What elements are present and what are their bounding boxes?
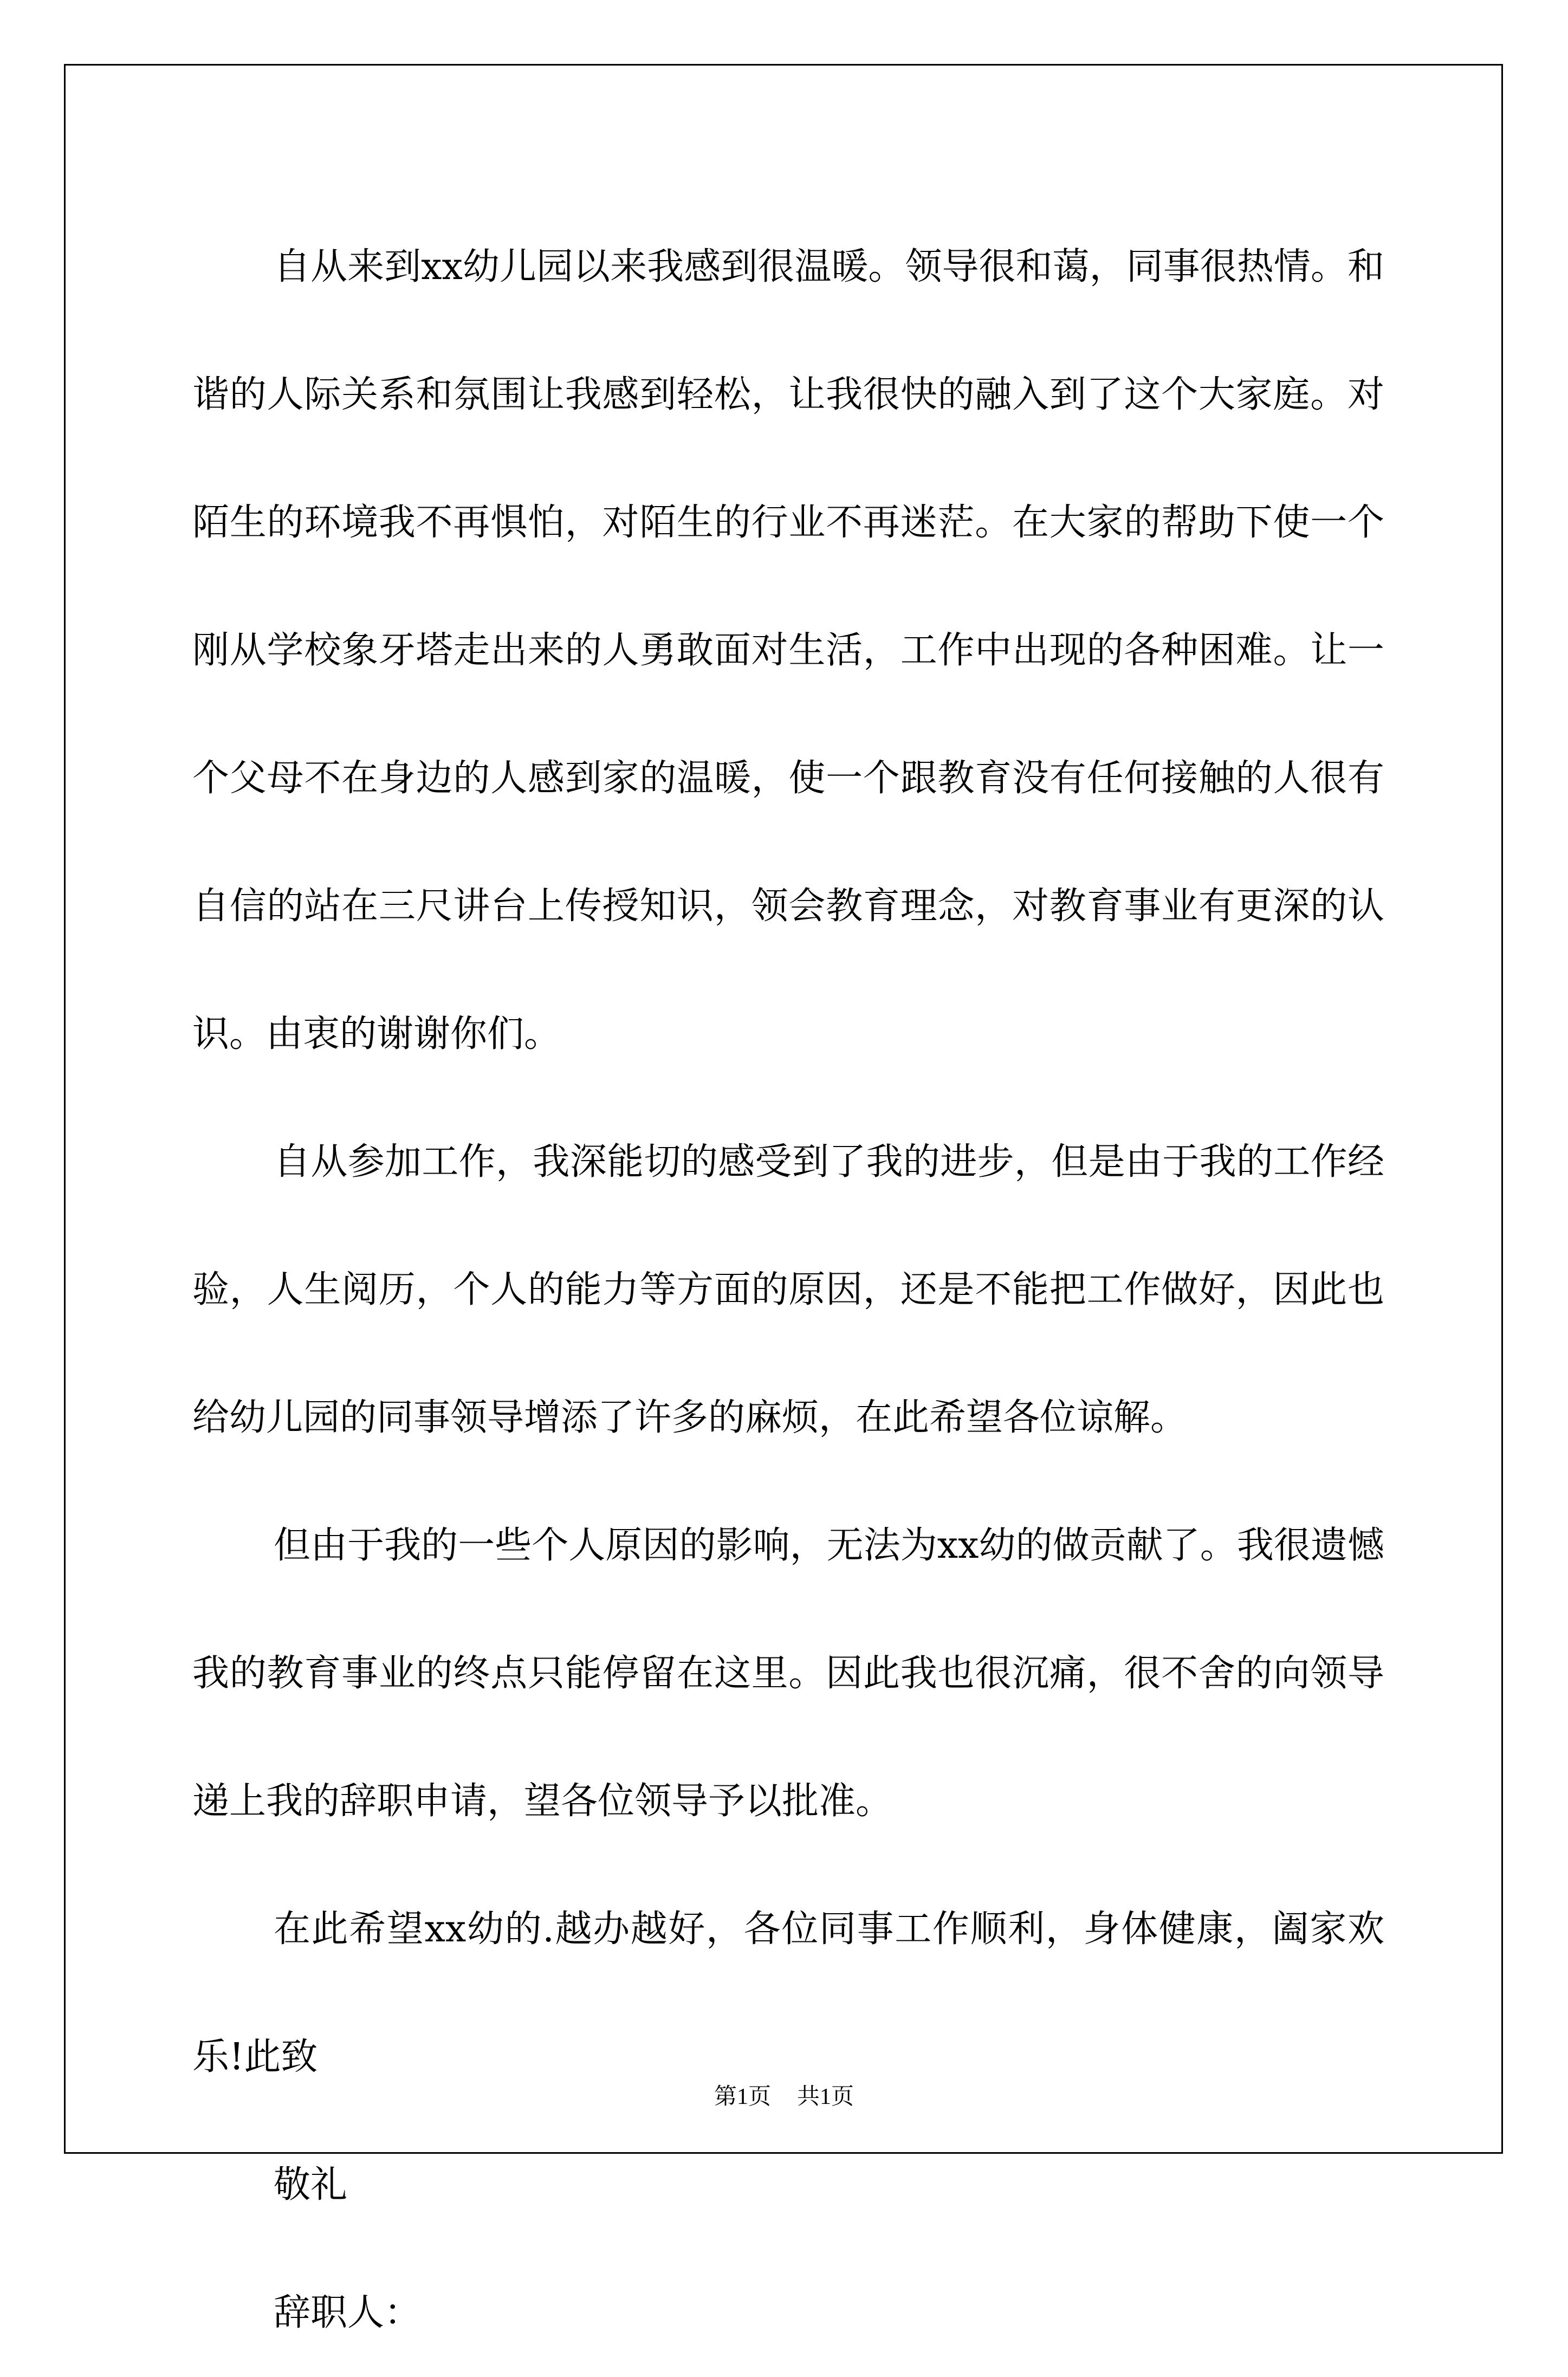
paragraph-1: 自从来到xx幼儿园以来我感到很温暖。领导很和蔼，同事很热情。和谐的人际关系和氛围让我感到轻松，让我很快的融入到了这个大家庭。对陌生的环境我不再惧怕，对陌生的行业不再迷茫。在大家的帮助下使一个刚从学校象牙塔走出来的人勇敢面对生活，工作中出现的各种困难。让一个父母不在身边的人感到家的温暖，使一个跟教育没有任何接触的人很有自信的站在三尺讲台上传授知识，领会教育理念，对教育事业有更深的认识。由衷的谢谢你们。 bbox=[192, 245, 1384, 1055]
page-total: 共1页 bbox=[797, 2084, 854, 2109]
page-number: 第1页 bbox=[714, 2084, 771, 2109]
paragraph-4: 在此希望xx幼的.越办越好，各位同事工作顺利，身体健康，阖家欢乐!此致 bbox=[192, 1908, 1384, 2078]
document-body bbox=[192, 203, 1384, 2377]
signature-label: 辞职人： bbox=[274, 2291, 422, 2334]
closing-salutation: 敬礼 bbox=[274, 2164, 348, 2206]
paragraph-2: 自从参加工作，我深能切的感受到了我的进步，但是由于我的工作经验，人生阅历，个人的能力等方面的原因，还是不能把工作做好，因此也给幼儿园的同事领导增添了许多的麻烦，在此希望各位谅解。 bbox=[192, 1141, 1384, 1439]
paragraph-3: 但由于我的一些个人原因的影响，无法为xx幼的做贡献了。我很遗憾我的教育事业的终点只能停留在这里。因此我也很沉痛，很不舍的向领导递上我的辞职申请，望各位领导予以批准。 bbox=[192, 1524, 1384, 1823]
page-footer bbox=[0, 2081, 1568, 2113]
